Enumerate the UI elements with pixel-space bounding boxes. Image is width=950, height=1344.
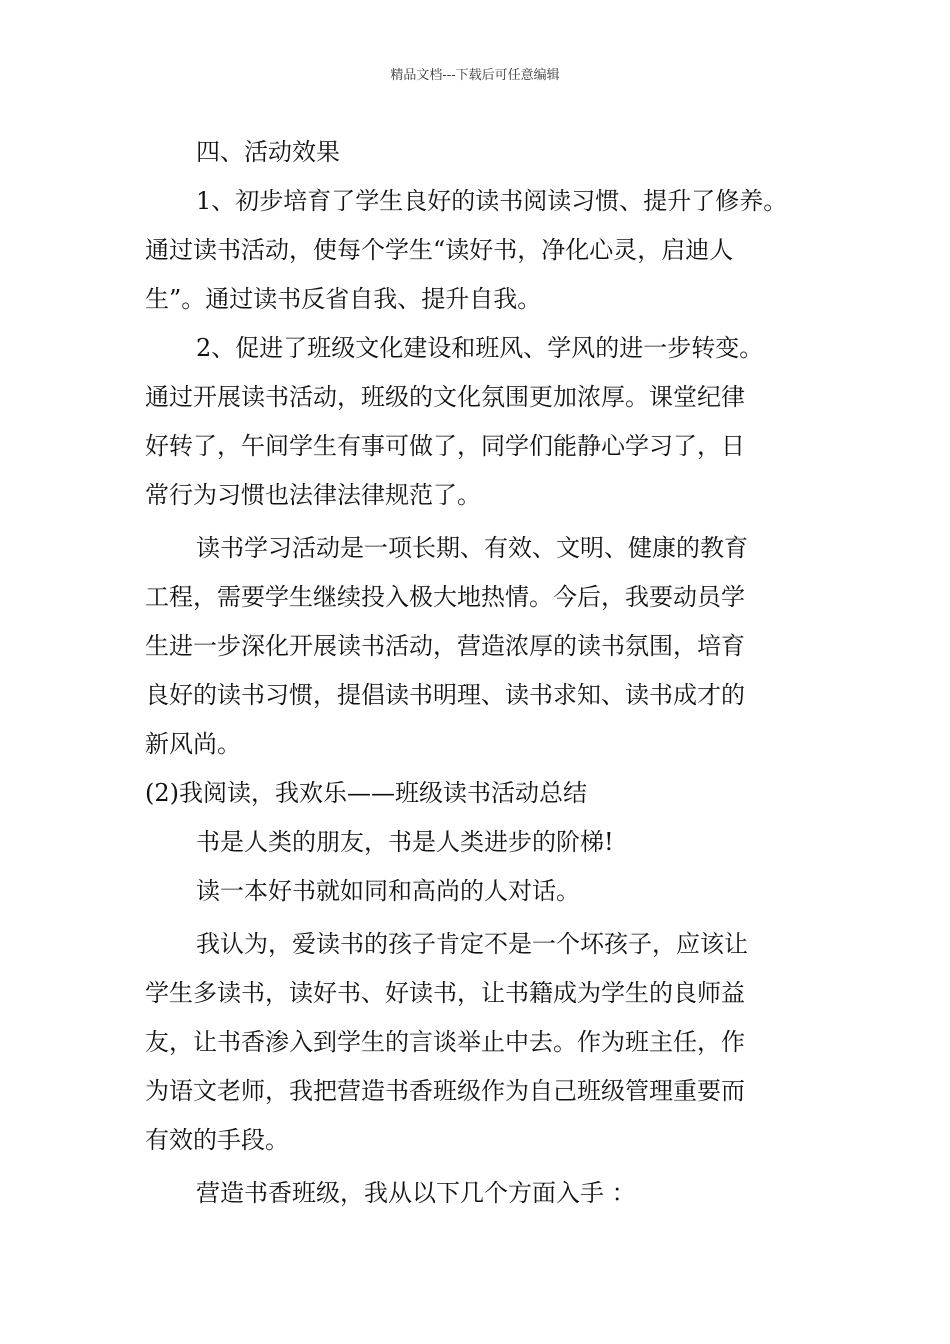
paragraph-line: 有效的手段。 — [145, 1126, 289, 1154]
paragraph-line: 生”。通过读书反省自我、提升自我。 — [145, 285, 542, 313]
subsection-title: (2)我阅读，我欢乐——班级读书活动总结 — [145, 779, 587, 807]
paragraph-line: 书是人类的朋友，书是人类进步的阶梯! — [196, 828, 614, 856]
section-heading: 四、活动效果 — [196, 138, 340, 166]
page-header: 精品文档---下载后可任意编辑 — [390, 68, 560, 83]
paragraph-line: 新风尚。 — [145, 730, 241, 758]
paragraph-line: 我认为，爱读书的孩子肯定不是一个坏孩子，应该让 — [196, 930, 748, 958]
paragraph-line: 读一本好书就如同和高尚的人对话。 — [196, 877, 580, 905]
paragraph-line: 2、促进了班级文化建设和班风、学风的进一步转变。 — [196, 334, 764, 362]
paragraph-line: 读书学习活动是一项长期、有效、文明、健康的教育 — [196, 534, 748, 562]
paragraph-line: 通过开展读书活动，班级的文化氛围更加浓厚。课堂纪律 — [145, 383, 745, 411]
paragraph-line: 营造书香班级，我从以下几个方面入手 ： — [196, 1179, 636, 1207]
paragraph-line: 友，让书香渗入到学生的言谈举止中去。作为班主任，作 — [145, 1028, 745, 1056]
paragraph-line: 良好的读书习惯，提倡读书明理、读书求知、读书成才的 — [145, 681, 745, 709]
paragraph-line: 为语文老师，我把营造书香班级作为自己班级管理重要而 — [145, 1077, 745, 1105]
paragraph-line: 工程，需要学生继续投入极大地热情。今后，我要动员学 — [145, 583, 745, 611]
paragraph-line: 生进一步深化开展读书活动，营造浓厚的读书氛围，培育 — [145, 632, 745, 660]
paragraph-line: 好转了，午间学生有事可做了，同学们能静心学习了，日 — [145, 432, 745, 460]
paragraph-line: 学生多读书，读好书、好读书，让书籍成为学生的良师益 — [145, 979, 745, 1007]
paragraph-line: 常行为习惯也法律法律规范了。 — [145, 481, 481, 509]
document-body — [145, 128, 825, 1218]
paragraph-line: 通过读书活动，使每个学生“读好书，净化心灵，启迪人 — [145, 236, 734, 264]
paragraph-line: 1、初步培育了学生良好的读书阅读习惯、提升了修养。 — [196, 187, 788, 215]
